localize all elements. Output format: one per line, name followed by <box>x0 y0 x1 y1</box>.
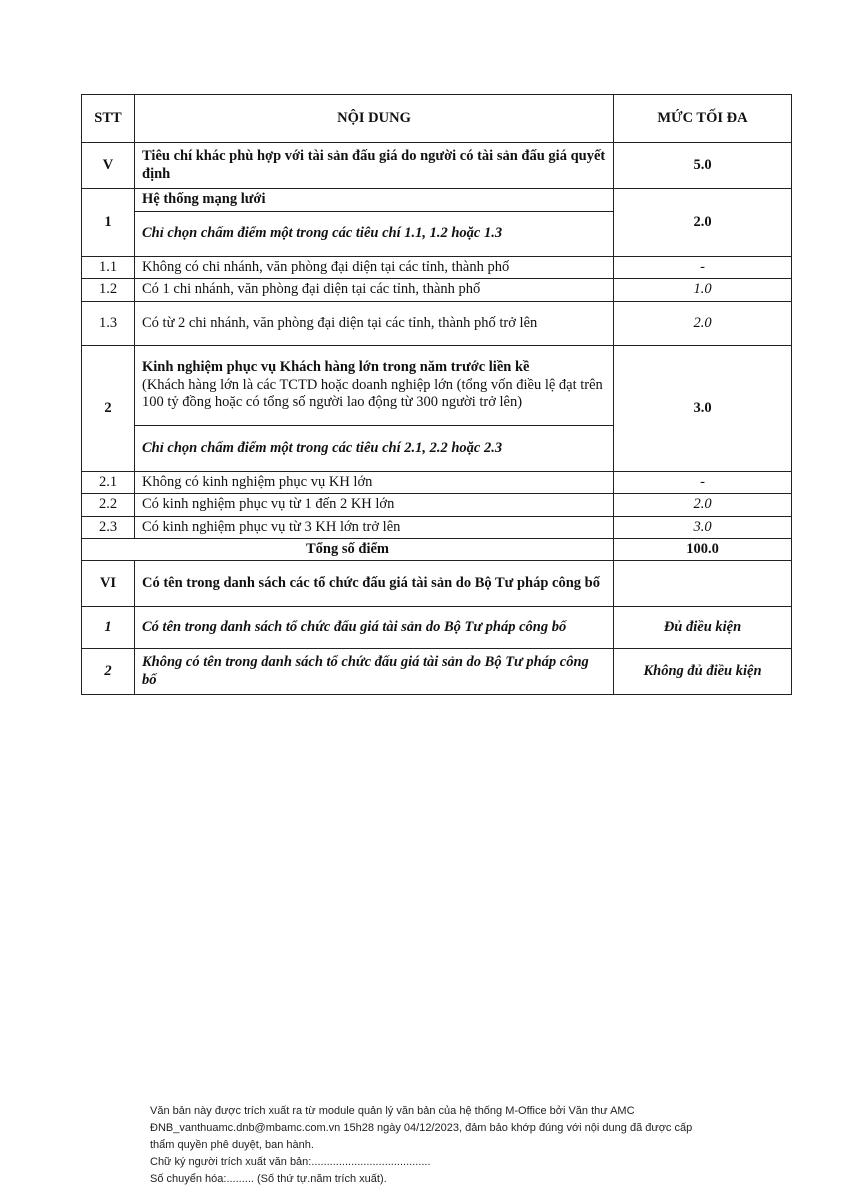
row-stt: 2 <box>82 649 135 695</box>
row-stt: 1.1 <box>82 257 135 279</box>
row-content: Tiêu chí khác phù hợp với tài sản đấu giá do người có tài sản đấu giá quyết định <box>135 143 614 189</box>
header-max: MỨC TỐI ĐA <box>614 95 792 143</box>
row-stt: 1.2 <box>82 279 135 301</box>
row-stt: VI <box>82 561 135 607</box>
row-stt: 2.3 <box>82 516 135 538</box>
footer-line: ĐNB_vanthuamc.dnb@mbamc.com.vn 15h28 ngày 04/12/2023, đảm bảo khớp đúng với nội dung đã được cấp <box>150 1122 693 1134</box>
table-row <box>82 189 792 212</box>
row-stt: V <box>82 143 135 189</box>
row-title: Hệ thống mạng lưới <box>135 189 614 212</box>
header-content: NỘI DUNG <box>135 95 614 143</box>
row-max: 3.0 <box>614 516 792 538</box>
criteria-table <box>81 94 792 695</box>
table-row <box>82 471 792 493</box>
row-description: (Khách hàng lớn là các TCTD hoặc doanh nghiệp lớn (tổng vốn điều lệ đạt trên 100 tỷ đồng hoặc có tổng số người lao động từ 300 người trở lên) <box>142 376 603 410</box>
row-max: 2.0 <box>614 189 792 257</box>
table-row <box>82 607 792 649</box>
header-stt: STT <box>82 95 135 143</box>
row-content: Có tên trong danh sách tổ chức đấu giá tài sản do Bộ Tư pháp công bố <box>135 607 614 649</box>
row-max: 3.0 <box>614 345 792 471</box>
total-row <box>82 538 792 560</box>
footer-signature-line: Chữ ký người trích xuất văn bản:....................................... <box>150 1156 431 1168</box>
table-row <box>82 494 792 516</box>
row-max: Không đủ điều kiện <box>614 649 792 695</box>
row-content: Không có kinh nghiệm phục vụ KH lớn <box>135 471 614 493</box>
row-note: Chỉ chọn chấm điểm một trong các tiêu chí 1.1, 1.2 hoặc 1.3 <box>135 212 614 257</box>
table-row <box>82 516 792 538</box>
row-stt: 2 <box>82 345 135 471</box>
table-row <box>82 345 792 425</box>
footer-line: Văn bản này được trích xuất ra từ module quản lý văn bản của hệ thống M-Office bởi Văn thư AMC <box>150 1105 635 1117</box>
row-max: 1.0 <box>614 279 792 301</box>
total-label: Tổng số điểm <box>82 538 614 560</box>
row-max: Đủ điều kiện <box>614 607 792 649</box>
row-content: Có kinh nghiệm phục vụ từ 3 KH lớn trở lên <box>135 516 614 538</box>
row-content: Không có tên trong danh sách tổ chức đấu giá tài sản do Bộ Tư pháp công bố <box>135 649 614 695</box>
footer-line: thẩm quyền phê duyệt, ban hành. <box>150 1139 314 1151</box>
table-row <box>82 649 792 695</box>
row-content <box>135 345 614 425</box>
table-header-row <box>82 95 792 143</box>
row-content: Có kinh nghiệm phục vụ từ 1 đến 2 KH lớn <box>135 494 614 516</box>
extraction-footer <box>150 1103 692 1188</box>
row-max <box>614 561 792 607</box>
row-stt: 1.3 <box>82 301 135 345</box>
table-row <box>82 257 792 279</box>
row-max: 2.0 <box>614 301 792 345</box>
row-max: 5.0 <box>614 143 792 189</box>
footer-conversion-line: Số chuyển hóa:......... (Số thứ tự.năm trích xuất). <box>150 1173 387 1185</box>
row-note: Chỉ chọn chấm điểm một trong các tiêu chí 2.1, 2.2 hoặc 2.3 <box>135 425 614 471</box>
row-max: - <box>614 257 792 279</box>
table-row <box>82 143 792 189</box>
row-stt: 1 <box>82 189 135 257</box>
row-content: Có tên trong danh sách các tổ chức đấu giá tài sản do Bộ Tư pháp công bố <box>135 561 614 607</box>
table-row <box>82 301 792 345</box>
table-row <box>82 279 792 301</box>
row-stt: 2.1 <box>82 471 135 493</box>
row-max: - <box>614 471 792 493</box>
row-content: Không có chi nhánh, văn phòng đại diện tại các tỉnh, thành phố <box>135 257 614 279</box>
row-max: 2.0 <box>614 494 792 516</box>
total-value: 100.0 <box>614 538 792 560</box>
row-stt: 1 <box>82 607 135 649</box>
row-content: Có từ 2 chi nhánh, văn phòng đại diện tại các tỉnh, thành phố trở lên <box>135 301 614 345</box>
table-row <box>82 561 792 607</box>
row-stt: 2.2 <box>82 494 135 516</box>
row-title: Kinh nghiệm phục vụ Khách hàng lớn trong năm trước liền kề <box>142 359 530 376</box>
row-content: Có 1 chi nhánh, văn phòng đại diện tại các tỉnh, thành phố <box>135 279 614 301</box>
